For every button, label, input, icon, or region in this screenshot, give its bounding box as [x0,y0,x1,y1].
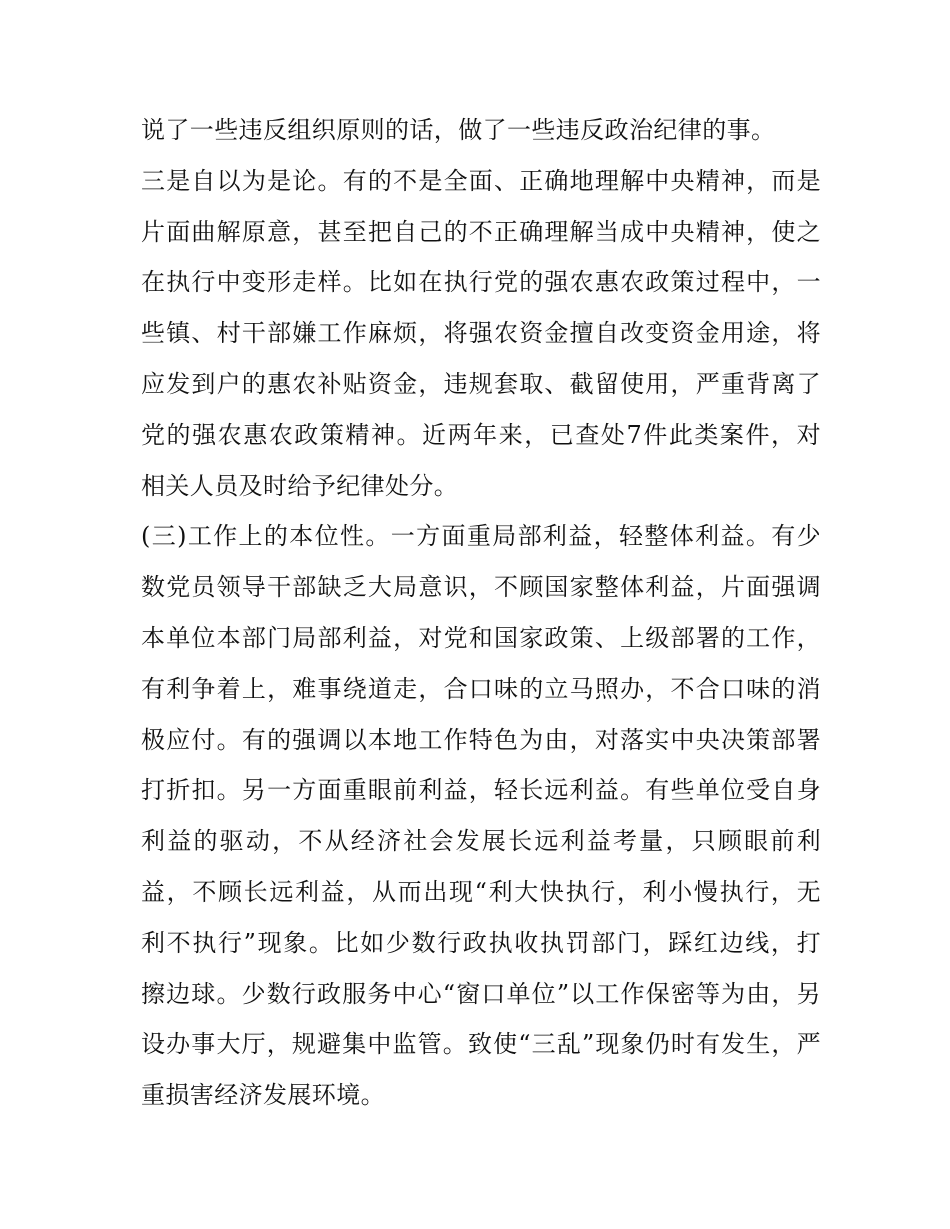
text-line: 重损害经济发展环境。 [141,1081,385,1110]
text-line: 数党员领导干部缺乏大局意识，不顾国家整体利益，片面强调 [141,573,821,602]
text-line: 极应付。有的强调以本地工作特色为由，对落实中央决策部署 [141,725,821,754]
text-line: 擦边球。少数行政服务中心“窗口单位”以工作保密等为由，另 [141,979,821,1008]
text-line: 利益的驱动，不从经济社会发展长远利益考量，只顾眼前利 [141,827,821,856]
text-line: 设办事大厅，规避集中监管。致使“三乱”现象仍时有发生，严 [141,1030,821,1059]
text-line: 益，不顾长远利益，从而出现“利大快执行，利小慢执行，无 [141,877,821,906]
text-line: 三是自以为是论。有的不是全面、正确地理解中央精神，而是 [141,166,821,195]
text-line: 应发到户的惠农补贴资金，违规套取、截留使用，严重背离了 [141,369,821,398]
text-line: 打折扣。另一方面重眼前利益，轻长远利益。有些单位受自身 [141,776,821,805]
text-line: (三)工作上的本位性。一方面重局部利益，轻整体利益。有少 [141,522,821,551]
document-body [141,108,821,1124]
text-line: 在执行中变形走样。比如在执行党的强农惠农政策过程中，一 [141,268,821,297]
text-line: 本单位本部门局部利益，对党和国家政策、上级部署的工作， [141,623,821,652]
text-line: 党的强农惠农政策精神。近两年来，已查处7件此类案件，对 [141,420,821,449]
text-line: 相关人员及时给予纪律处分。 [141,471,459,500]
text-line: 说了一些违反组织原则的话，做了一些违反政治纪律的事。 [141,116,776,144]
text-line: 有利争着上，难事绕道走，合口味的立马照办，不合口味的消 [141,674,821,703]
text-line: 些镇、村干部嫌工作麻烦，将强农资金擅自改变资金用途，将 [141,319,821,348]
text-line: 片面曲解原意，甚至把自己的不正确理解当成中央精神，使之 [141,217,821,246]
text-line: 利不执行”现象。比如少数行政执收执罚部门，踩红边线，打 [141,928,821,957]
